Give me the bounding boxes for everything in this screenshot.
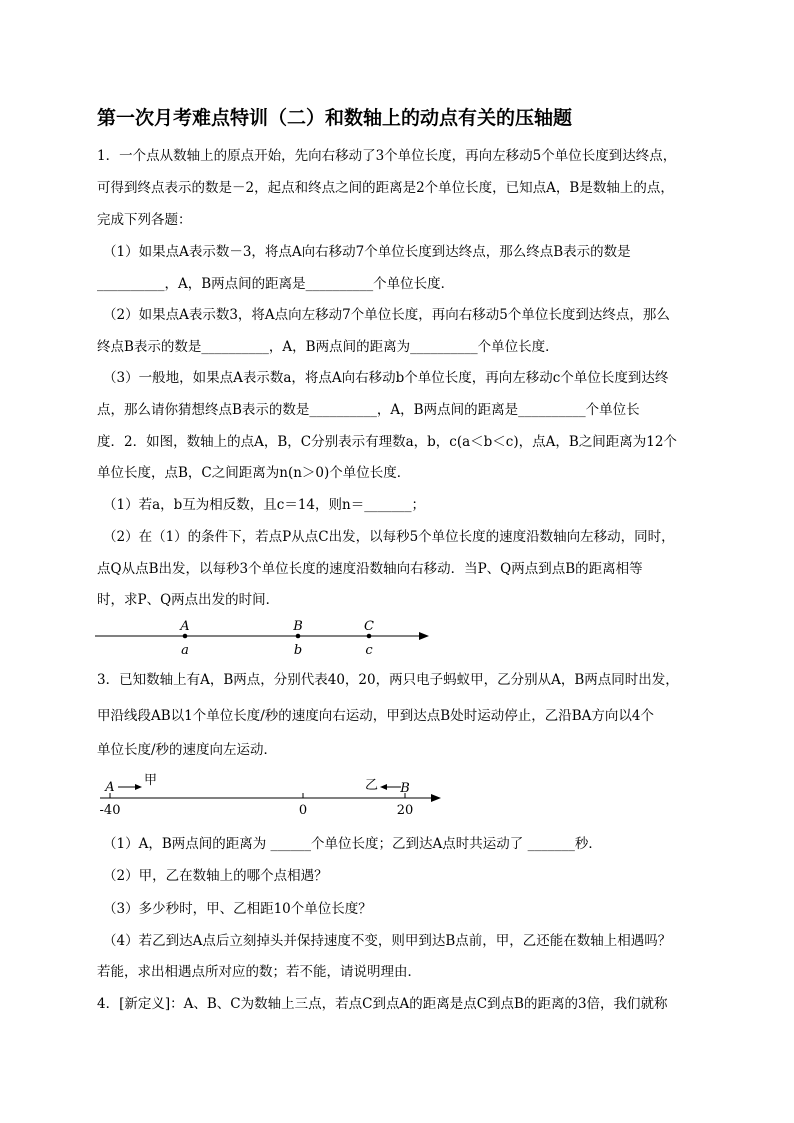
tick-label: -40 bbox=[99, 803, 121, 818]
text-line: 3．已知数轴上有A，B两点，分别代表40，20，两只电子蚂蚁甲，乙分别从A，B两点同时出发， bbox=[97, 672, 679, 688]
page-title: 第一次月考难点特训（二）和数轴上的动点有关的压轴题 bbox=[97, 107, 573, 129]
tick-label: 20 bbox=[396, 803, 414, 818]
point-a-dot bbox=[183, 634, 188, 639]
number-line-figure-2 bbox=[95, 765, 445, 821]
text-line: 甲沿线段AB以1个单位长度/秒的速度向右运动，甲到达点B处时运动停止，乙沿BA方向以4个 bbox=[97, 708, 654, 724]
text-line: 可得到终点表示的数是－2，起点和终点之间的距离是2个单位长度，已知点A，B是数轴上的点， bbox=[97, 180, 674, 196]
text-line: （3）一般地，如果点A表示数a，将点A向右移动b个单位长度，再向左移动c个单位长度到达终 bbox=[103, 370, 669, 386]
text-line: 终点B表示的数是__________，A，B两点间的距离为__________个单位长度． bbox=[97, 339, 559, 355]
tick-label: 0 bbox=[298, 803, 308, 818]
value-label-b: b bbox=[293, 643, 303, 658]
point-b-dot bbox=[296, 634, 301, 639]
text-line: 单位长度/秒的速度向左运动． bbox=[97, 742, 278, 758]
point-label-b: B bbox=[400, 781, 410, 796]
text-line: 点，那么请你猜想终点B表示的数是__________，A，B两点间的距离是__________个单位长 bbox=[97, 402, 640, 418]
arrow-right-head bbox=[135, 784, 142, 790]
text-line: 1．一个点从数轴上的原点开始，先向右移动了3个单位长度，再向左移动5个单位长度到达终点， bbox=[97, 148, 677, 164]
point-label-c: C bbox=[364, 619, 374, 634]
text-line: 4．[新定义]：A、B、C为数轴上三点，若点C到点A的距离是点C到点B的距离的3倍，我们就称 bbox=[97, 996, 668, 1012]
text-line: （2）甲，乙在数轴上的哪个点相遇？ bbox=[103, 868, 328, 884]
point-label-a: A bbox=[105, 780, 115, 795]
text-line: 若能，求出相遇点所对应的数；若不能，请说明理由． bbox=[97, 964, 421, 980]
ant-yi-label: 乙 bbox=[365, 778, 379, 793]
text-line: （1）A，B两点间的距离为 ______个单位长度；乙到达A点时共运动了 _______秒． bbox=[103, 836, 602, 852]
text-line: 时，求P、Q两点出发的时间． bbox=[97, 592, 280, 608]
axis-arrow bbox=[431, 794, 441, 802]
text-line: 单位长度，点B，C之间距离为n(n＞0)个单位长度． bbox=[97, 465, 411, 481]
ant-jia-label: 甲 bbox=[144, 773, 158, 788]
number-line-figure-1 bbox=[95, 614, 435, 660]
point-label-a: A bbox=[180, 619, 190, 634]
text-line: 点Q从点B出发，以每秒3个单位长度的速度沿数轴向右移动．当P、Q两点到点B的距离相等 bbox=[97, 561, 643, 577]
text-line: __________，A，B两点间的距离是__________个单位长度． bbox=[97, 276, 455, 292]
value-label-c: c bbox=[365, 643, 373, 658]
point-label-b: B bbox=[293, 619, 303, 634]
value-label-a: a bbox=[181, 643, 189, 658]
axis-arrow bbox=[419, 632, 429, 640]
point-c-dot bbox=[367, 634, 372, 639]
text-line: （4）若乙到达A点后立刻掉头并保持速度不变，则甲到达B点前，甲，乙还能在数轴上相遇吗？ bbox=[103, 933, 672, 949]
text-line: （1）如果点A表示数－3，将点A向右移动7个单位长度到达终点，那么终点B表示的数是 bbox=[103, 244, 631, 260]
text-line: （2）在（1）的条件下，若点P从点C出发，以每秒5个单位长度的速度沿数轴向左移动，同时， bbox=[103, 529, 675, 545]
text-line: （2）如果点A表示数3，将A点向左移动7个单位长度，再向右移动5个单位长度到达终点，那么 bbox=[103, 307, 670, 323]
text-line: 度．2．如图，数轴上的点A，B，C分别表示有理数a，b，c(a＜b＜c)，点A，B之间距离为12个 bbox=[97, 434, 677, 450]
text-line: （3）多少秒时，甲、乙相距10个单位长度？ bbox=[103, 901, 372, 917]
text-line: 完成下列各题： bbox=[97, 212, 192, 228]
text-line: （1）若a，b互为相反数，且c＝14，则n＝_______； bbox=[103, 497, 425, 513]
